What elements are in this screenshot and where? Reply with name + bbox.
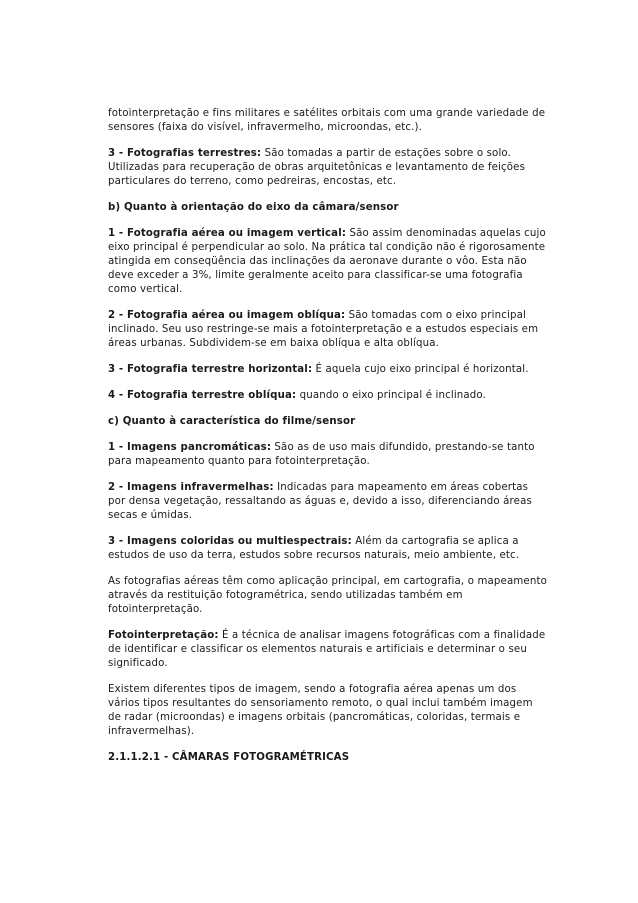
paragraph-lead: 3 - Imagens coloridas ou multiespectrais: bbox=[108, 536, 352, 547]
paragraph-sensors bbox=[108, 107, 548, 135]
section-heading-orientation: b) Quanto à orientação do eixo da câmara/sensor bbox=[108, 202, 399, 213]
paragraph-text: São assim denominadas aquelas cujo eixo principal é perpendicular ao solo. Na prática tal condição não é rigorosamente atingida em conseqüência das inclinações da aeronave durante o vôo. Esta não deve exceder a 3%, limite geralmente aceito para classificar-se uma fotografia como vertical. bbox=[108, 228, 546, 295]
paragraph-text: São tomadas com o eixo principal inclinado. Seu uso restringe-se mais a fotointerpretação e a estudos especiais em áreas urbanas. Subdividem-se em baixa oblíqua e alta oblíqua. bbox=[108, 310, 539, 349]
paragraph-text: Indicadas para mapeamento em áreas cobertas por densa vegetação, ressaltando as águas e, devido a isso, diferenciando áreas secas e úmidas. bbox=[108, 482, 532, 521]
paragraph-lead: 4 - Fotografia terrestre oblíqua: bbox=[108, 390, 297, 401]
paragraph-infrared bbox=[108, 481, 548, 523]
paragraph-aerial-applications bbox=[108, 575, 548, 617]
paragraph-lead: 3 - Fotografia terrestre horizontal: bbox=[108, 364, 313, 375]
paragraph-lead: 2 - Fotografia aérea ou imagem oblíqua: bbox=[108, 310, 346, 321]
paragraph-text: As fotografias aéreas têm como aplicação principal, em cartografia, o mapeamento através da restituição fotogramétrica, sendo utilizadas também em fotointerpretação. bbox=[108, 576, 547, 615]
paragraph-text: quando o eixo principal é inclinado. bbox=[296, 390, 487, 401]
paragraph-text: Existem diferentes tipos de imagem, sendo a fotografia aérea apenas um dos vários tipos resultantes do sensoriamento remoto, o qual inclui também imagem de radar (microondas) e imagens orbitais (pancromáticas, coloridas, termais e infravermelhas). bbox=[108, 684, 533, 737]
paragraph-lead: 1 - Fotografia aérea ou imagem vertical: bbox=[108, 228, 347, 239]
paragraph-text: fotointerpretação e fins militares e satélites orbitais com uma grande variedade de sensores (faixa do visível, infravermelho, microondas, etc.). bbox=[108, 108, 546, 133]
paragraph-oblique bbox=[108, 309, 548, 351]
paragraph-multispectral bbox=[108, 535, 548, 563]
paragraph-lead: 3 - Fotografias terrestres: bbox=[108, 148, 262, 159]
paragraph-image-types bbox=[108, 683, 548, 739]
section-heading-cameras: 2.1.1.2.1 - CÂMARAS FOTOGRAMÉTRICAS bbox=[108, 752, 350, 763]
paragraph-panchromatic bbox=[108, 441, 548, 469]
paragraph-terrestrial-horizontal bbox=[108, 363, 548, 377]
paragraph-text: É a técnica de analisar imagens fotográficas com a finalidade de identificar e classificar os elementos naturais e artificiais e determinar o seu significado. bbox=[108, 630, 546, 669]
paragraph-text: Além da cartografia se aplica a estudos de uso da terra, estudos sobre recursos naturais, meio ambiente, etc. bbox=[108, 536, 520, 561]
paragraph-terrestrial-oblique bbox=[108, 389, 548, 403]
paragraph-lead: 2 - Imagens infravermelhas: bbox=[108, 482, 274, 493]
paragraph-lead: Fotointerpretação: bbox=[108, 630, 219, 641]
paragraph-text: São tomadas a partir de estações sobre o solo. Utilizadas para recuperação de obras arquitetônicas e levantamento de feições particulares do terreno, como pedreiras, encostas, etc. bbox=[108, 148, 526, 187]
paragraph-text: São as de uso mais difundido, prestando-se tanto para mapeamento quanto para fotointerpretação. bbox=[108, 442, 535, 467]
paragraph-photointerpretation bbox=[108, 629, 548, 671]
section-heading-film: c) Quanto à característica do filme/sensor bbox=[108, 416, 356, 427]
paragraph-lead: 1 - Imagens pancromáticas: bbox=[108, 442, 272, 453]
document-page bbox=[108, 107, 548, 777]
paragraph-terrestrial-photos bbox=[108, 147, 548, 189]
paragraph-text: É aquela cujo eixo principal é horizontal. bbox=[312, 364, 529, 375]
paragraph-vertical bbox=[108, 227, 548, 297]
